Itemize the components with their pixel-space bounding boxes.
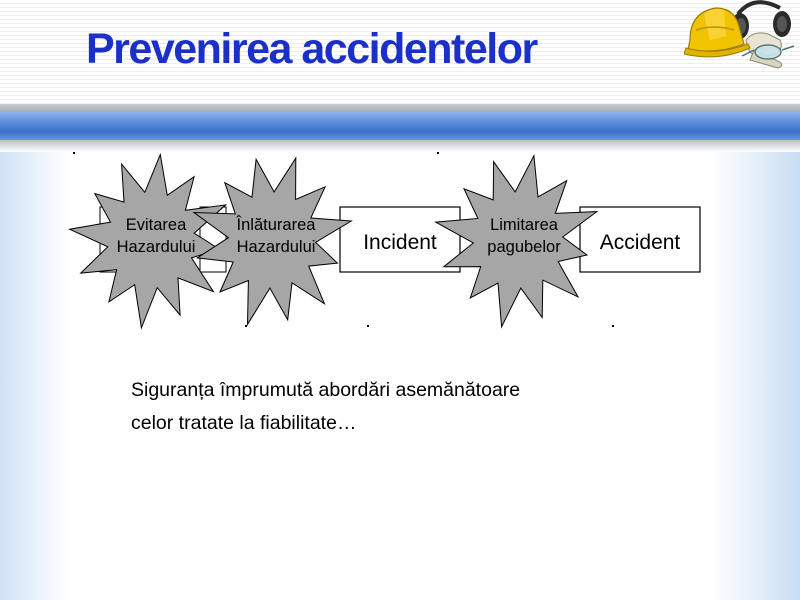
dot-marker: [612, 325, 614, 327]
dot-marker: [437, 152, 439, 154]
caption-line: Siguranța împrumută abordări asemănătoare: [131, 379, 521, 401]
dot-marker: [367, 325, 369, 327]
starburst-line1: Înlăturarea: [236, 216, 316, 234]
dot-marker: [245, 325, 247, 327]
caption-text: [131, 374, 651, 440]
starburst-line1: Limitarea: [490, 216, 558, 234]
dot-marker: [73, 152, 75, 154]
accident-box-label: Accident: [599, 231, 681, 254]
starburst-line2: Hazardului: [116, 238, 196, 256]
incident-box: [340, 207, 460, 272]
starburst-line2: Hazardului: [236, 238, 316, 256]
starburst-line2: pagubelor: [487, 238, 561, 256]
header-band-blue: [0, 112, 800, 140]
accident-box: [580, 207, 700, 272]
slide-title: Prevenirea accidentelor: [86, 25, 537, 73]
accident-prevention-diagram: [0, 150, 800, 340]
slide-header: [0, 0, 800, 104]
incident-box-label: Incident: [363, 231, 437, 254]
starburst-line1: Evitarea: [125, 216, 187, 234]
header-band-grey: [0, 104, 800, 112]
starburst-evitarea: [70, 155, 226, 328]
caption-line: celor tratate la fiabilitate…: [131, 412, 357, 434]
safety-equipment-logo: [684, 0, 800, 70]
